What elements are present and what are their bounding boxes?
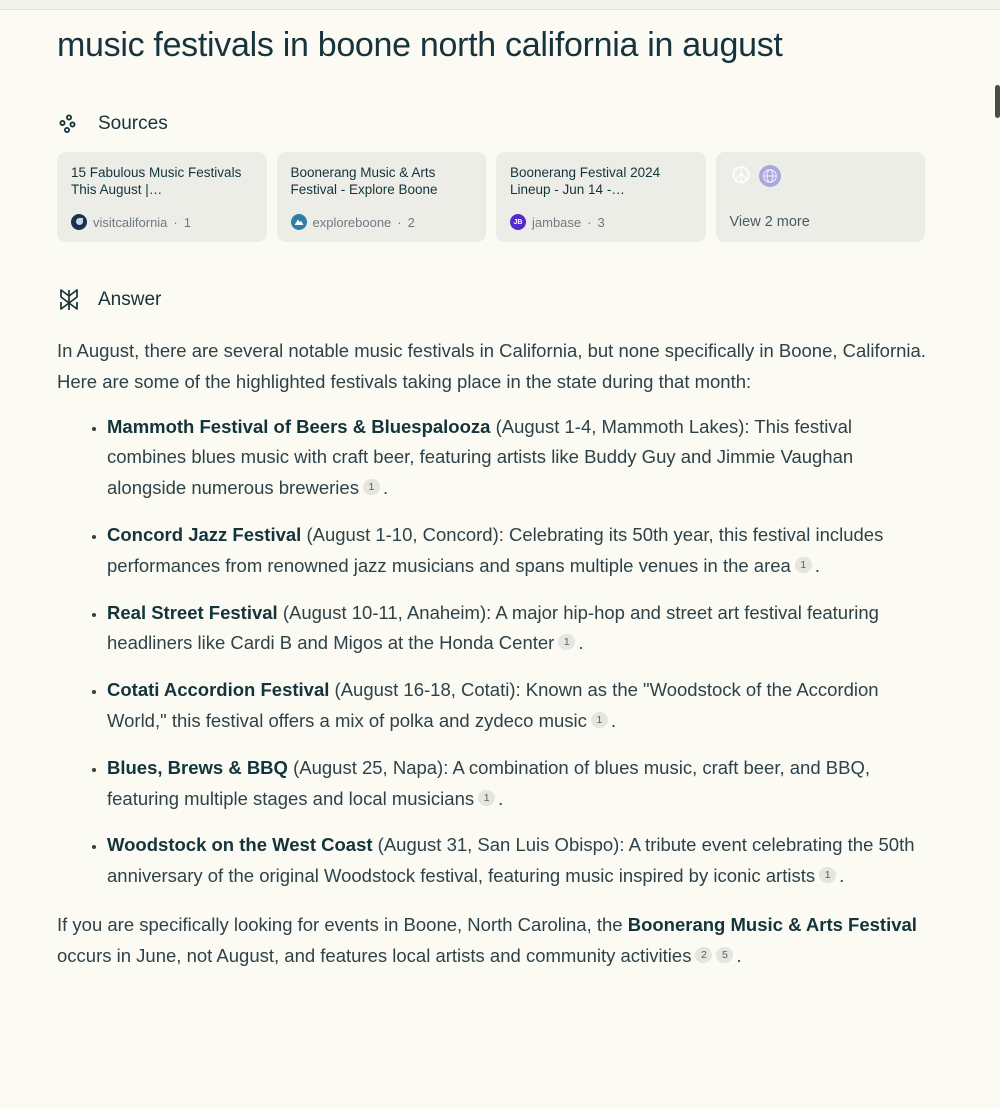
source-card-meta xyxy=(291,214,473,230)
source-card-meta xyxy=(510,214,692,230)
citation-badge[interactable]: 1 xyxy=(478,790,495,806)
festival-name: Real Street Festival xyxy=(107,601,278,623)
sentence-period: . xyxy=(814,554,820,576)
citation-badge[interactable]: 1 xyxy=(558,634,575,650)
sentence-period: . xyxy=(610,709,617,731)
answer-intro: In August, there are several notable music festivals in California, but none specifically in Boone, California. Here are some of the highlighted festivals taking place in the state during that month: xyxy=(57,340,926,392)
festival-description: (August 1-4, Mammoth Lakes): This festival combines blues music with craft beer, featuring artists like Buddy Guy and Jimmie Vaughan alongside numerous breweries xyxy=(107,415,854,499)
source-index: 3 xyxy=(597,214,605,230)
festival-description: (August 10-11, Anaheim): A major hip-hop and street art festival featuring headliners like Cardi B and Migos at the Honda Center xyxy=(107,601,879,654)
source-domain: visitcalifornia xyxy=(93,214,168,230)
sentence-period: . xyxy=(736,944,742,966)
meta-dot: · xyxy=(397,214,402,230)
visitcalifornia-favicon-icon xyxy=(71,214,87,230)
source-domain: exploreboone xyxy=(312,214,392,230)
list-item xyxy=(107,675,929,737)
top-divider xyxy=(0,0,1000,10)
view-more-label: View 2 more xyxy=(729,214,810,230)
source-cards-row xyxy=(57,152,925,242)
page-title: music festivals in boone north california in august xyxy=(57,26,783,64)
festival-description: (August 16-18, Cotati): Known as the "Woodstock of the Accordion World," this festival offers a mix of polka and zydeco music xyxy=(107,679,879,731)
citation-badge[interactable]: 1 xyxy=(795,557,812,573)
festival-name: Concord Jazz Festival xyxy=(107,523,302,545)
answer-header xyxy=(57,288,929,312)
outro-bold-festival-name: Boonerang Music & Arts Festival xyxy=(627,913,917,935)
sources-heading-label: Sources xyxy=(98,113,168,134)
festival-name: Woodstock on the West Coast xyxy=(107,834,373,856)
outro-text: occurs in June, not August, and features local artists and community activities xyxy=(57,944,692,966)
list-item xyxy=(107,412,929,504)
sources-icon xyxy=(57,112,81,136)
sentence-period: . xyxy=(498,787,504,809)
source-domain: jambase xyxy=(532,214,582,230)
answer-body xyxy=(57,336,929,972)
answer-outro xyxy=(57,910,929,972)
answer-logo-icon xyxy=(57,288,81,312)
source-card-title: Boonerang Music & Arts Festival - Explore Boone xyxy=(290,165,438,197)
source-card-exploreboone[interactable] xyxy=(277,152,487,242)
festival-name: Mammoth Festival of Beers & Bluespalooza xyxy=(107,415,491,437)
outro-text: If you are specifically looking for events in Boone, North Carolina, the xyxy=(57,913,628,935)
thread-content xyxy=(0,22,1000,972)
list-item xyxy=(107,830,929,892)
scrollbar-thumb[interactable] xyxy=(995,85,1000,118)
source-card-meta xyxy=(71,214,253,230)
festival-description: (August 1-10, Concord): Celebrating its 50th year, this festival includes performances from renowned jazz musicians and spans multiple venues in the area xyxy=(107,523,884,576)
list-item xyxy=(107,753,929,815)
source-index: 1 xyxy=(183,214,191,230)
sentence-period: . xyxy=(578,632,584,654)
peace-icon: ☮ xyxy=(730,162,752,188)
source-card-visitcalifornia[interactable] xyxy=(57,152,267,242)
jambase-favicon-icon: JB xyxy=(510,214,526,230)
list-item xyxy=(107,520,929,582)
festival-description: (August 25, Napa): A combination of blues music, craft beer, and BBQ, featuring multiple stages and local musicians xyxy=(107,756,870,809)
view-more-favicons xyxy=(730,164,912,187)
sentence-period: . xyxy=(382,477,389,499)
view-more-sources-card[interactable] xyxy=(716,152,926,242)
globe-icon xyxy=(759,165,781,187)
citation-badge[interactable]: 2 xyxy=(695,947,712,963)
list-item xyxy=(107,598,929,660)
source-card-title: 15 Fabulous Music Festivals This August |… xyxy=(71,165,242,197)
citation-badge[interactable]: 1 xyxy=(591,712,608,728)
meta-dot: · xyxy=(173,214,178,230)
meta-dot: · xyxy=(587,214,592,230)
festival-description: (August 31, San Luis Obispo): A tribute event celebrating the 50th anniversary of the original Woodstock festival, featuring music inspired by iconic artists xyxy=(107,834,915,887)
source-card-title: Boonerang Festival 2024 Lineup - Jun 14 -… xyxy=(510,165,661,197)
festival-name: Cotati Accordion Festival xyxy=(107,679,330,701)
exploreboone-favicon-icon xyxy=(291,214,307,230)
source-index: 2 xyxy=(407,214,415,230)
festival-name: Blues, Brews & BBQ xyxy=(107,756,288,778)
festival-list xyxy=(57,412,929,892)
source-card-jambase[interactable] xyxy=(496,152,706,242)
sentence-period: . xyxy=(839,865,845,887)
answer-heading-label: Answer xyxy=(98,289,162,310)
citation-badge[interactable]: 1 xyxy=(363,479,380,495)
citation-badge[interactable]: 5 xyxy=(716,947,733,963)
citation-badge[interactable]: 1 xyxy=(819,867,836,883)
sources-header xyxy=(57,112,929,136)
